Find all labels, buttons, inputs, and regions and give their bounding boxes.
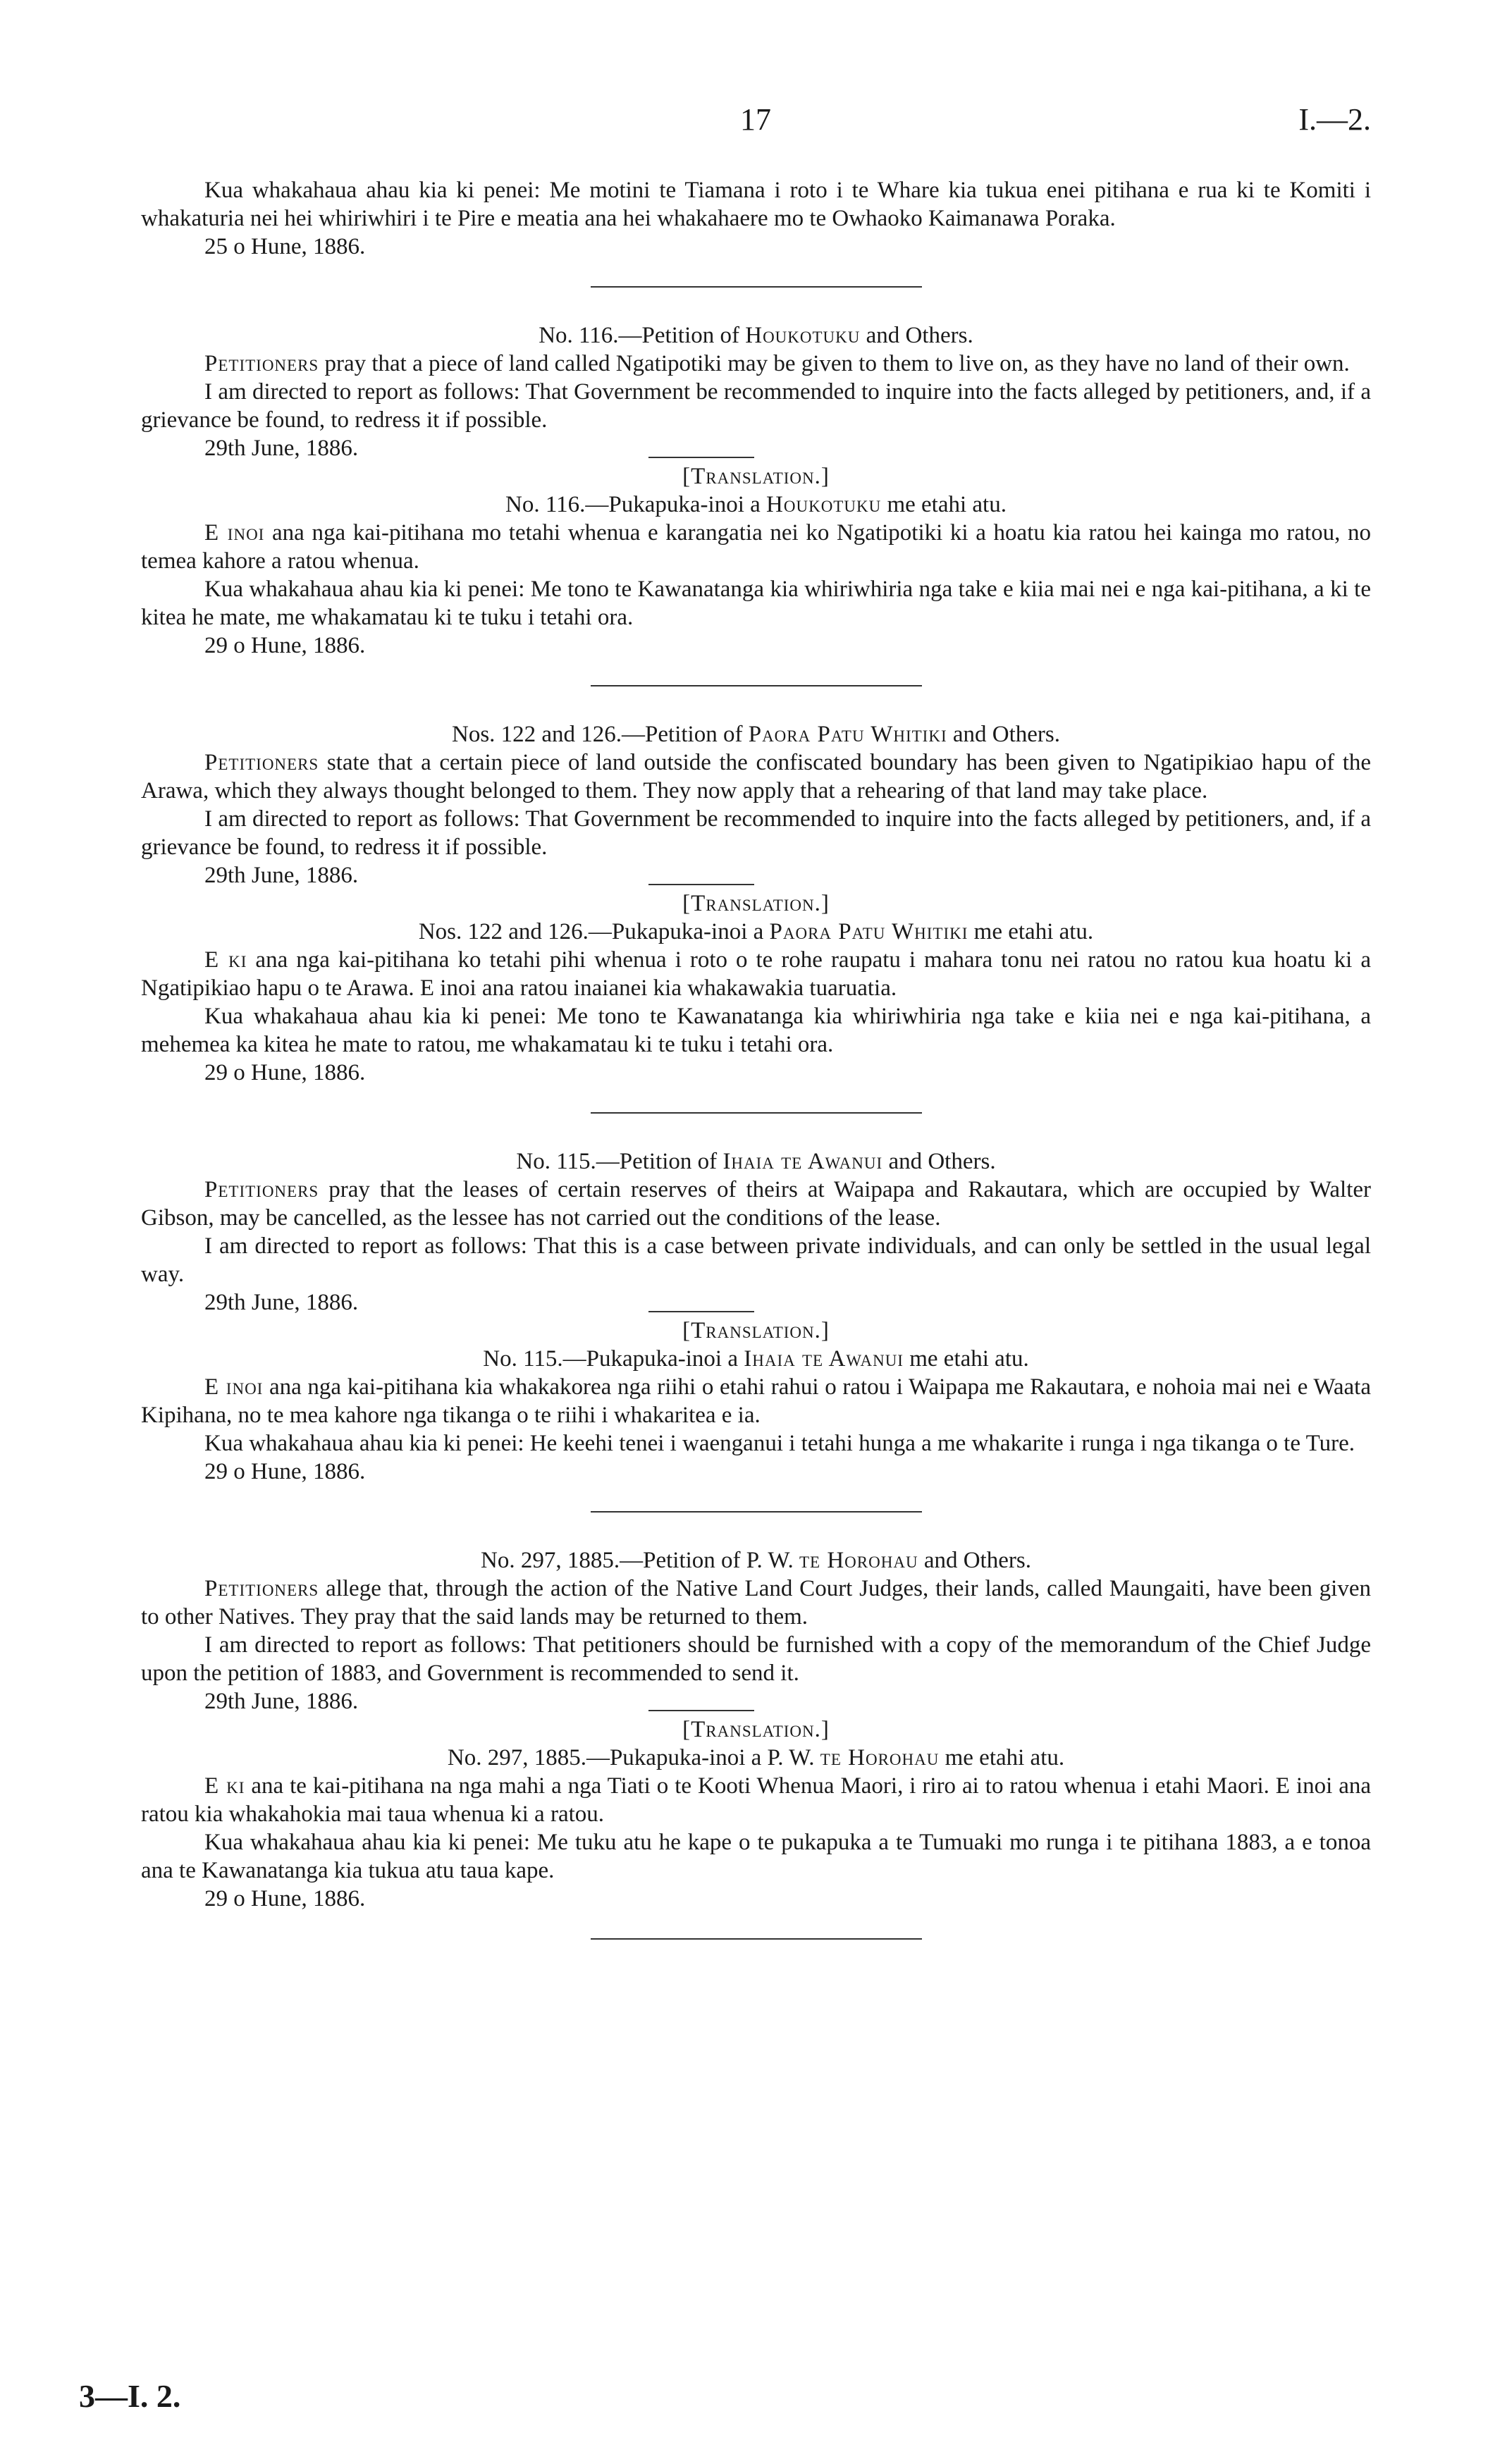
- petitioner-name: Ihaia te Awanui: [722, 1149, 883, 1174]
- translation-title: [141, 491, 1371, 519]
- petition-title: [141, 1546, 1371, 1575]
- title-prefix: Nos. 122 and 126.—Petition of: [451, 722, 743, 747]
- petition-text: allege that, through the action of the Native Land Court Judges, their lands, called Maungaiti, have been given to other Natives. They pray that the said lands may be returned to them.: [141, 1576, 1371, 1630]
- section-divider: [591, 1511, 922, 1513]
- signature-mark: 3—I. 2.: [79, 2378, 181, 2414]
- intro-date: 25 o Hune, 1886.: [204, 234, 366, 259]
- translation-text: ana te kai-pitihana na nga mahi a nga Tiati o te Kooti Whenua Maori, i riro ai to ratou whenua i etahi Maori. E inoi ana ratou kia whakahokia mai taua whenua ki a ratou.: [141, 1773, 1372, 1827]
- petition-text: pray that the leases of certain reserves of theirs at Waipapa and Rakautara, which are occupied by Walter Gibson, may be cancelled, as the lessee has not carried out the conditions of the lease.: [141, 1177, 1372, 1231]
- title-suffix: and Others.: [866, 323, 973, 348]
- title-suffix: me etahi atu.: [887, 492, 1007, 517]
- title-suffix: and Others.: [888, 1149, 996, 1174]
- petitioner-name: Ihaia te Awanui: [744, 1346, 904, 1372]
- title-prefix: No. 116.—Pukapuka-inoi a: [505, 492, 761, 517]
- translation-label: [Translation.]: [682, 1318, 830, 1343]
- page-number: 17: [740, 102, 771, 137]
- document-page: [141, 102, 1372, 1973]
- title-suffix: me etahi atu.: [945, 1745, 1065, 1770]
- translation-label: [Translation.]: [682, 891, 830, 916]
- running-header: [141, 102, 1371, 148]
- petition-section: [141, 1147, 1371, 1486]
- short-rule: [648, 1311, 754, 1312]
- section-divider: [591, 286, 922, 288]
- section-divider: [591, 685, 922, 686]
- translation-title: [141, 1345, 1371, 1373]
- title-prefix: No. 297, 1885.—Pukapuka-inoi a P. W.: [447, 1745, 815, 1770]
- translation-report: Kua whakahaua ahau kia ki penei: Me tuku atu he kape o te pukapuka a te Tumuaki mo runga i te pitihana 1883, a e tonoa ana te Kawanatanga kia tukua atu taua kape.: [141, 1830, 1371, 1883]
- petition-title: [141, 720, 1371, 749]
- title-suffix: and Others.: [952, 722, 1061, 747]
- translation-date: 29 o Hune, 1886.: [204, 633, 366, 658]
- translation-title: [141, 1744, 1371, 1772]
- lead-word: E inoi: [204, 520, 265, 546]
- report-date: 29th June, 1886.: [204, 1689, 359, 1714]
- translation-title: [141, 918, 1371, 946]
- translation-text: ana nga kai-pitihana ko tetahi pihi whenua i roto o te rohe raupatu i mahara tonu nei ratou no ratou kua hoatu ki a Ngatipikiao hapu o te Arawa. E inoi ana ratou inaianei kia whakawakia tuaruatia.: [141, 947, 1371, 1001]
- title-prefix: Nos. 122 and 126.—Pukapuka-inoi a: [418, 919, 764, 944]
- lead-word: Petitioners: [204, 750, 319, 775]
- petitioner-name: Houkotuku: [766, 492, 882, 517]
- petitioner-name: Paora Patu Whitiki: [769, 919, 968, 944]
- petitioner-name: te Horohau: [820, 1745, 940, 1770]
- petition-text: state that a certain piece of land outside the confiscated boundary has been given to Ngatipikiao hapu of the Arawa, which they always thought belonged to them. They now apply that a rehearing of that land may take place.: [141, 750, 1372, 803]
- title-suffix: me etahi atu.: [909, 1346, 1029, 1372]
- translation-report: Kua whakahaua ahau kia ki penei: Me tono te Kawanatanga kia whiriwhiria nga take e kiia nei e nga kai-pitihana, a mehemea ka kitea he mate to ratou, me whakamatau ki te tuku i tetahi ora.: [141, 1004, 1371, 1057]
- short-rule: [648, 1710, 754, 1711]
- short-rule: [648, 884, 754, 885]
- petition-text: pray that a piece of land called Ngatipotiki may be given to them to live on, as they have no land of their own.: [324, 351, 1350, 376]
- petition-section: [141, 1546, 1371, 1913]
- lead-word: E ki: [204, 1773, 245, 1799]
- translation-label: [Translation.]: [682, 1717, 830, 1742]
- report-date: 29th June, 1886.: [204, 863, 359, 888]
- report-date: 29th June, 1886.: [204, 1290, 359, 1315]
- short-rule: [648, 457, 754, 458]
- translation-summary: [141, 519, 1371, 575]
- section-divider: [591, 1938, 922, 1940]
- title-prefix: No. 116.—Petition of: [539, 323, 739, 348]
- petition-summary: [141, 350, 1371, 378]
- translation-label: [Translation.]: [682, 464, 830, 489]
- title-suffix: me etahi atu.: [973, 919, 1094, 944]
- title-suffix: and Others.: [923, 1548, 1031, 1573]
- intro-paragraph: Kua whakahaua ahau kia ki penei: Me motini te Tiamana i roto i te Whare kia tukua enei pitihana e rua ki te Komiti i whakaturia nei hei whiriwhiri i te Pire e meatia ana hei whakahaere mo te Owhaoko Kaimanawa Poraka.: [141, 178, 1371, 231]
- translation-date: 29 o Hune, 1886.: [204, 1060, 366, 1085]
- translation-date: 29 o Hune, 1886.: [204, 1459, 366, 1484]
- lead-word: Petitioners: [204, 1177, 319, 1202]
- title-prefix: No. 115.—Pukapuka-inoi a: [483, 1346, 738, 1372]
- report-paragraph: I am directed to report as follows: That Government be recommended to inquire into the facts alleged by petitioners, and, if a grievance be found, to redress it if possible.: [141, 379, 1371, 433]
- translation-date: 29 o Hune, 1886.: [204, 1886, 366, 1911]
- section-divider: [591, 1112, 922, 1114]
- petitioner-name: te Horohau: [799, 1548, 918, 1573]
- lead-word: E inoi: [204, 1374, 264, 1400]
- petition-section: [141, 720, 1371, 1087]
- translation-summary: [141, 1373, 1371, 1429]
- report-date: 29th June, 1886.: [204, 436, 359, 461]
- petition-title: [141, 321, 1371, 350]
- intro-block: [141, 176, 1371, 261]
- title-prefix: No. 297, 1885.—Petition of P. W.: [481, 1548, 794, 1573]
- lead-word: Petitioners: [204, 1576, 319, 1601]
- translation-summary: [141, 1772, 1371, 1828]
- report-paragraph: I am directed to report as follows: That this is a case between private individuals, and can only be settled in the usual legal way.: [141, 1233, 1371, 1287]
- petition-section: [141, 321, 1371, 660]
- petition-summary: [141, 1176, 1371, 1232]
- report-paragraph: I am directed to report as follows: That Government be recommended to inquire into the facts alleged by petitioners, and, if a grievance be found, to redress it if possible.: [141, 806, 1371, 860]
- petitioner-name: Paora Patu Whitiki: [748, 722, 947, 747]
- translation-text: ana nga kai-pitihana kia whakakorea nga riihi o etahi rahui o ratou i Waipapa me Rakautara, e nohoia mai nei e Waata Kipihana, no te mea kahore nga tikanga o te riihi i whakaritea e ia.: [141, 1374, 1371, 1428]
- lead-word: E ki: [204, 947, 247, 973]
- petition-summary: [141, 1575, 1371, 1631]
- translation-report: Kua whakahaua ahau kia ki penei: Me tono te Kawanatanga kia whiriwhiria nga take e kiia mai nei e nga kai-pitihana, a ki te kitea he mate, me whakamatau ki te tuku i tetahi ora.: [141, 577, 1371, 630]
- document-reference: I.—2.: [1298, 102, 1371, 137]
- translation-text: ana nga kai-pitihana mo tetahi whenua e karangatia nei ko Ngatipotiki ki a hoatu kia ratou hei kainga mo ratou, no temea kahore a ratou whenua.: [141, 520, 1371, 574]
- petition-title: [141, 1147, 1371, 1176]
- translation-summary: [141, 946, 1371, 1002]
- petitioner-name: Houkotuku: [745, 323, 861, 348]
- lead-word: Petitioners: [204, 351, 319, 376]
- report-paragraph: I am directed to report as follows: That petitioners should be furnished with a copy of the memorandum of the Chief Judge upon the petition of 1883, and Government is recommended to send it.: [141, 1632, 1371, 1686]
- title-prefix: No. 115.—Petition of: [516, 1149, 718, 1174]
- translation-report: Kua whakahaua ahau kia ki penei: He keehi tenei i waenganui i tetahi hunga a me whakarite i runga i nga tikanga o te Ture.: [204, 1431, 1355, 1456]
- petition-summary: [141, 749, 1371, 805]
